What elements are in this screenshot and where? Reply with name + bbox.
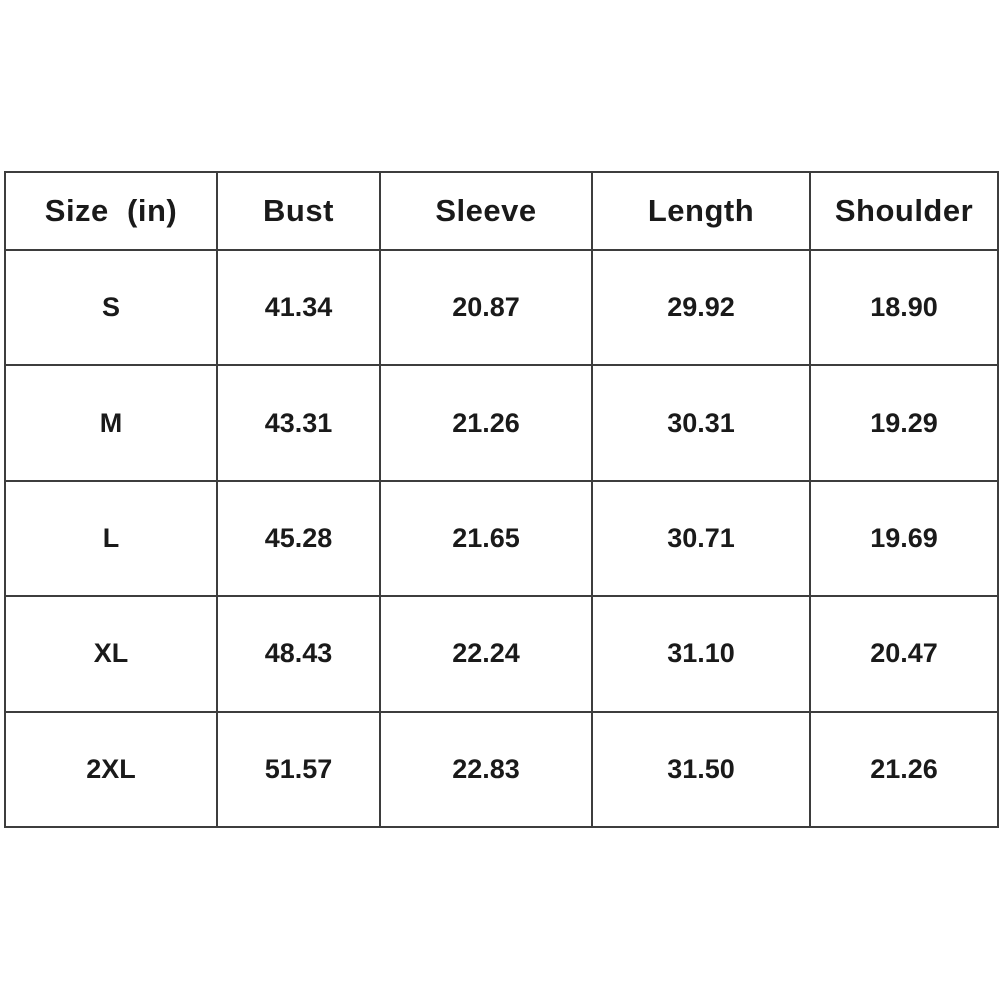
length-value-cell: 30.71 xyxy=(592,481,810,596)
sleeve-value-cell: 22.83 xyxy=(380,712,592,827)
sleeve-value-cell: 21.26 xyxy=(380,365,592,480)
column-header-bust: Bust xyxy=(217,172,380,250)
size-label-cell: XL xyxy=(5,596,217,711)
size-chart-table xyxy=(4,171,999,828)
table-row-s xyxy=(5,250,998,365)
shoulder-value-cell: 20.47 xyxy=(810,596,998,711)
bust-value-cell: 51.57 xyxy=(217,712,380,827)
length-value-cell: 31.10 xyxy=(592,596,810,711)
table-row-m xyxy=(5,365,998,480)
shoulder-value-cell: 21.26 xyxy=(810,712,998,827)
header-row xyxy=(5,172,998,250)
column-header-shoulder: Shoulder xyxy=(810,172,998,250)
size-label-cell: L xyxy=(5,481,217,596)
table-row-xl xyxy=(5,596,998,711)
bust-value-cell: 43.31 xyxy=(217,365,380,480)
size-label-cell: M xyxy=(5,365,217,480)
sleeve-value-cell: 22.24 xyxy=(380,596,592,711)
shoulder-value-cell: 18.90 xyxy=(810,250,998,365)
size-label-cell: S xyxy=(5,250,217,365)
length-value-cell: 30.31 xyxy=(592,365,810,480)
sleeve-value-cell: 21.65 xyxy=(380,481,592,596)
length-value-cell: 31.50 xyxy=(592,712,810,827)
table-row-l xyxy=(5,481,998,596)
size-label-cell: 2XL xyxy=(5,712,217,827)
sleeve-value-cell: 20.87 xyxy=(380,250,592,365)
shoulder-value-cell: 19.29 xyxy=(810,365,998,480)
bust-value-cell: 41.34 xyxy=(217,250,380,365)
column-header-size: Size (in) xyxy=(5,172,217,250)
table-row-2xl xyxy=(5,712,998,827)
column-header-sleeve: Sleeve xyxy=(380,172,592,250)
shoulder-value-cell: 19.69 xyxy=(810,481,998,596)
length-value-cell: 29.92 xyxy=(592,250,810,365)
bust-value-cell: 45.28 xyxy=(217,481,380,596)
bust-value-cell: 48.43 xyxy=(217,596,380,711)
column-header-length: Length xyxy=(592,172,810,250)
